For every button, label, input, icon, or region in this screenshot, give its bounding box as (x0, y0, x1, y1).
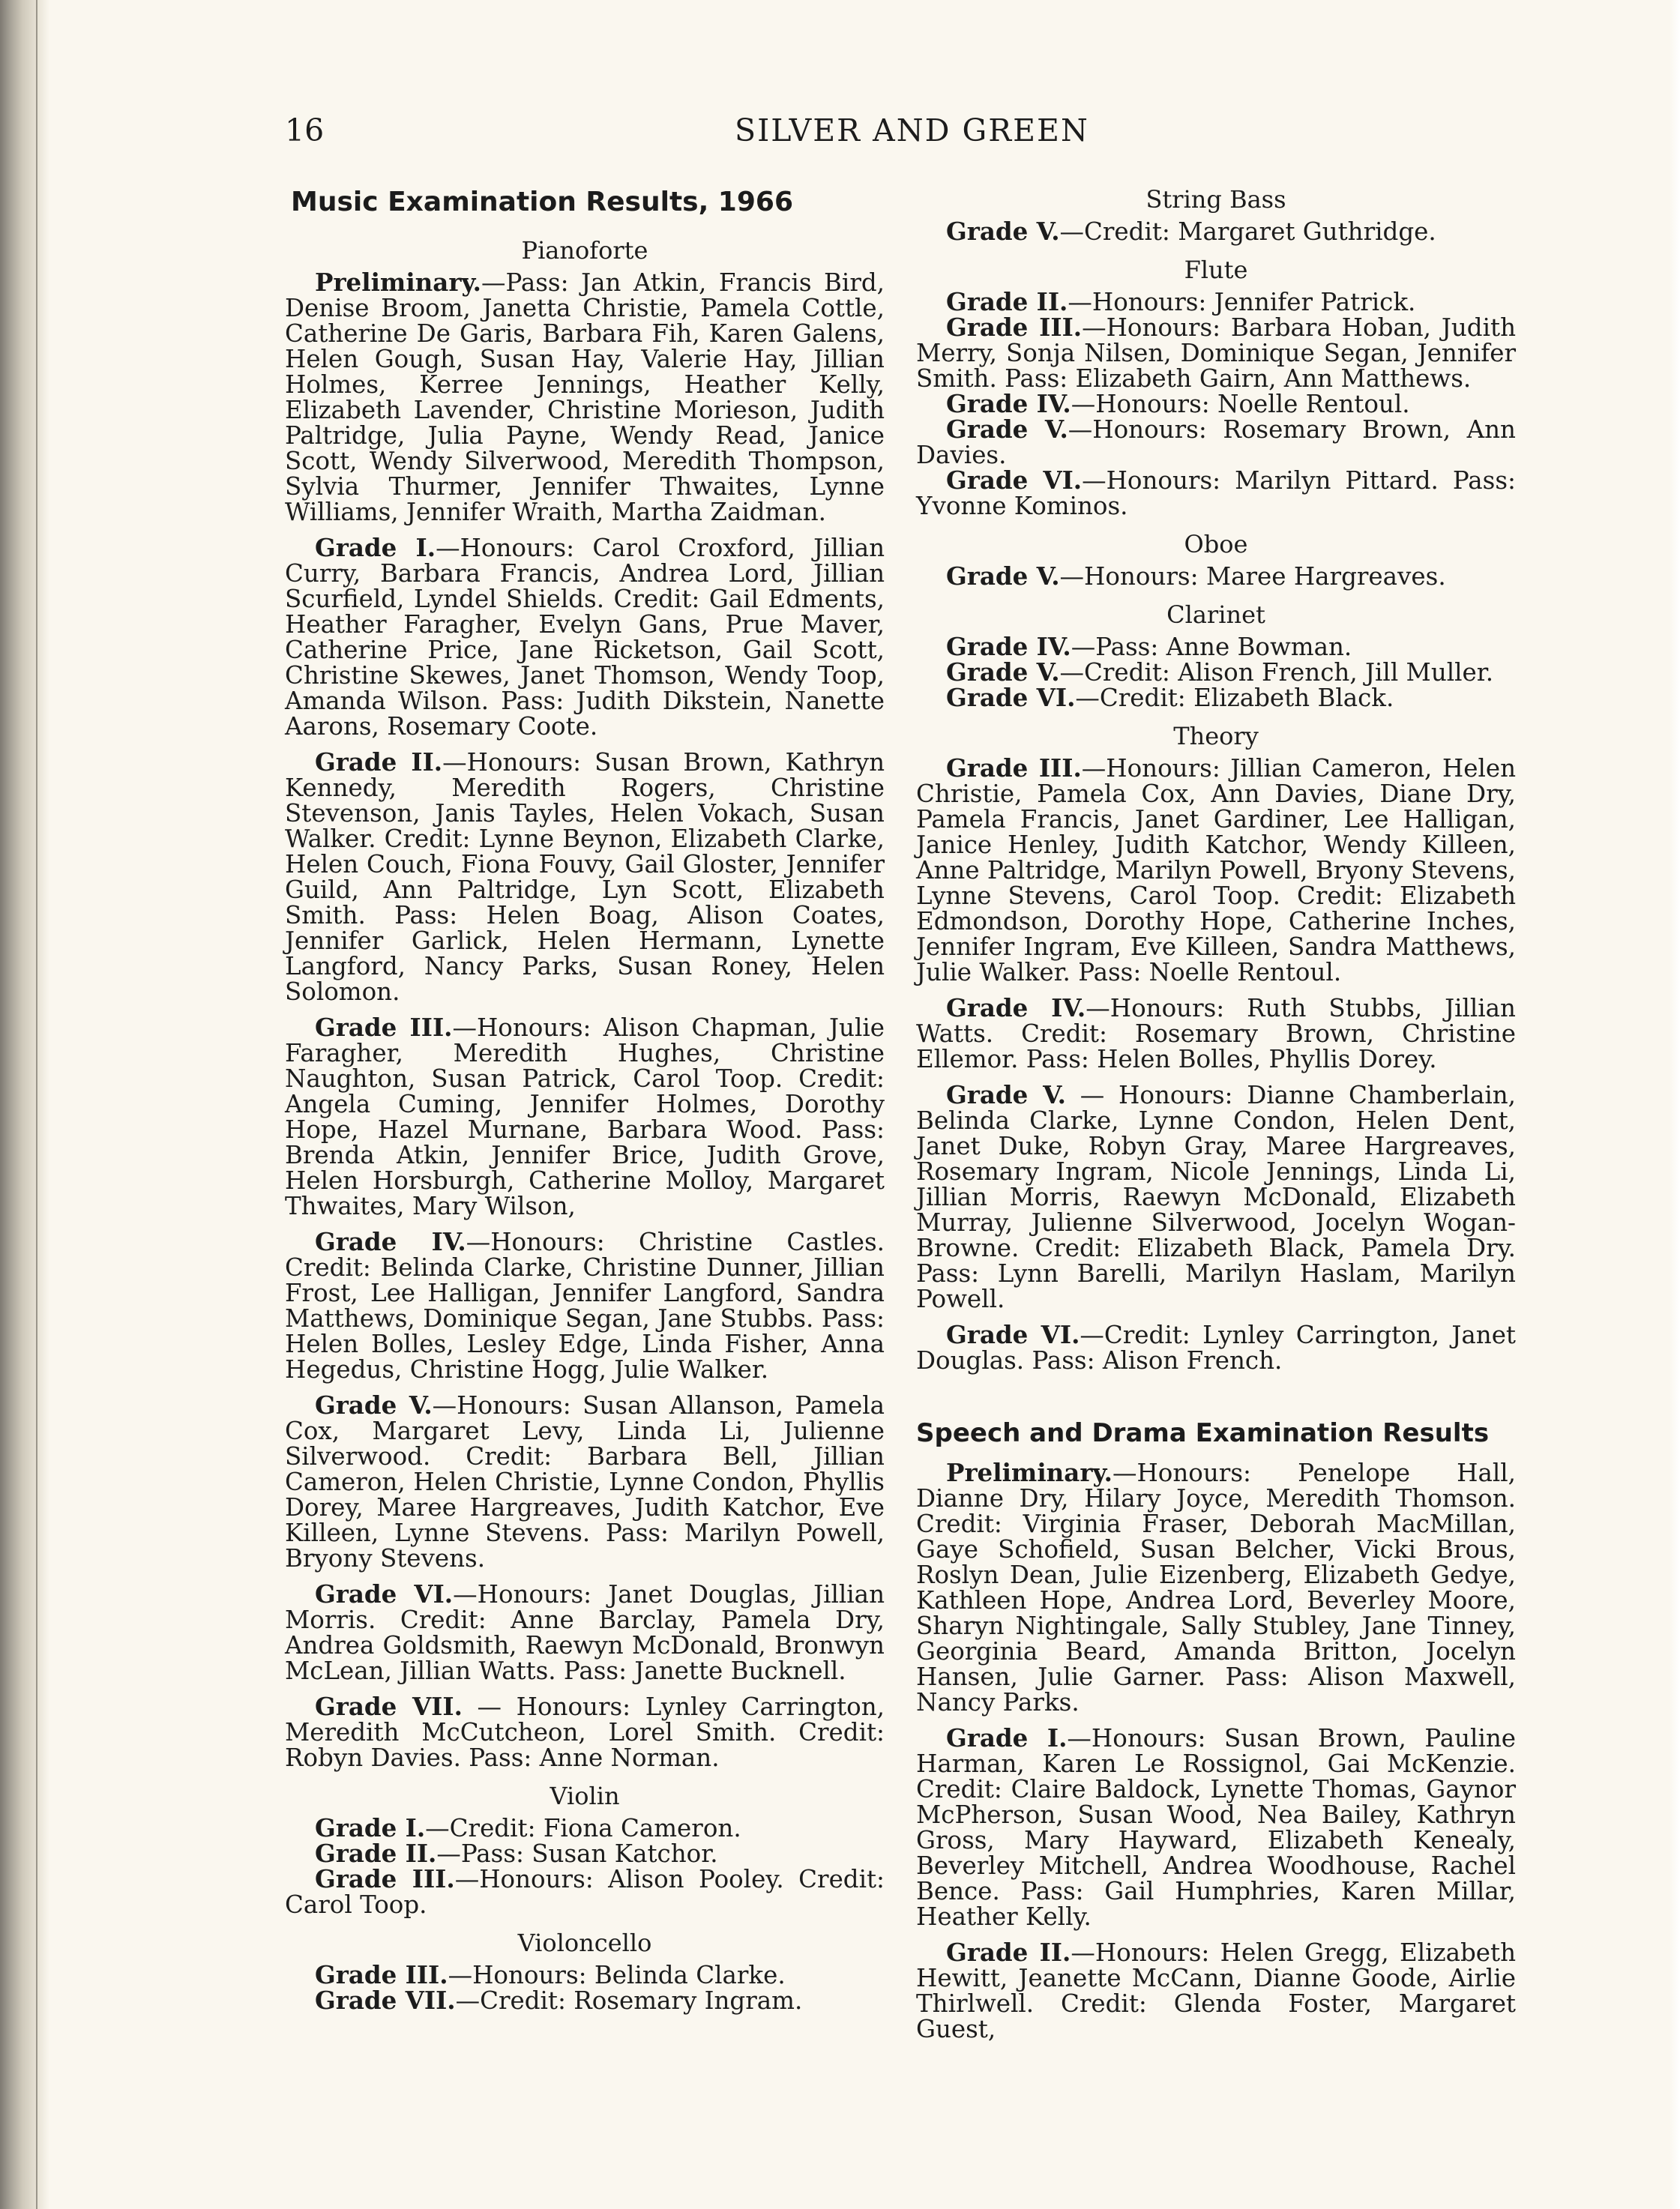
entry-label: Grade I. (315, 1813, 426, 1842)
entry-text: —Honours: Jillian Cameron, Helen Christie, Pamela Cox, Ann Davies, Diane Dry, Pamela Francis, Janet Gardiner, Lee Halligan, Janice Henley, Judith Katchor, Wendy Killeen, Anne Paltridge, Marilyn Powell, Bryony Stevens, Lynne Stevens, Carol Toop. Credit: Elizabeth Edmondson, Dorothy Hope, Catherine Inches, Jennifer Ingram, Eve Killeen, Sandra Matthews, Julie Walker. Pass: Noelle Rentoul. (916, 754, 1517, 986)
flute-grade-5 (916, 417, 1516, 468)
entry-label: Grade V. (946, 217, 1060, 246)
theory-heading: Theory (1173, 722, 1259, 750)
entry-label: Grade II. (315, 747, 443, 777)
entry-text: —Honours: Barbara Hoban, Judith Merry, Sonja Nilsen, Dominique Segan, Jennifer Smith. Pass: Elizabeth Gairn, Ann Matthews. (916, 313, 1517, 393)
entry-label: Grade V. (946, 415, 1068, 444)
string-bass-grade-5 (916, 219, 1516, 244)
violoncello-grade-7 (285, 1988, 885, 2013)
entry-label: Grade III. (315, 1960, 448, 1989)
entry-label: Grade IV. (315, 1227, 466, 1256)
entry-text: —Honours: Belinda Clarke. (448, 1961, 786, 1989)
entry-label: Grade V. (946, 657, 1060, 687)
entry-label: Grade V. (946, 1080, 1066, 1109)
violin-grade-1 (285, 1815, 885, 1841)
theory-grade-6 (916, 1322, 1516, 1373)
entry-text: —Credit: Elizabeth Black. (1075, 684, 1394, 712)
pianoforte-grade-4 (285, 1229, 885, 1382)
entry-text: —Credit: Fiona Cameron. (425, 1814, 741, 1842)
entry-label: Grade VI. (946, 465, 1083, 495)
entry-text: —Honours: Susan Brown, Kathryn Kennedy, Meredith Rogers, Christine Stevenson, Janis Tayles, Helen Vokach, Susan Walker. Credit: Lynne Beynon, Elizabeth Clarke, Helen Couch, Fiona Fouvy, Gail Gloster, Jennifer Guild, Ann Paltridge, Lyn Scott, Elizabeth Smith. Pass: Helen Boag, Alison Coates, Jennifer Garlick, Helen Hermann, Lynette Langford, Nancy Parks, Susan Roney, Helen Solomon. (285, 748, 885, 1006)
entry-text: —Honours: Alison Pooley. Credit: Carol Toop. (285, 1865, 885, 1919)
entry-label: Grade IV. (946, 993, 1086, 1022)
entry-label: Grade VI. (946, 683, 1076, 712)
entry-label: Grade III. (946, 313, 1083, 342)
flute-grade-2 (916, 289, 1516, 315)
entry-label: Preliminary. (946, 1458, 1113, 1487)
entry-text: —Honours: Carol Croxford, Jillian Curry, Barbara Francis, Andrea Lord, Jillian Scurfield, Lyndel Shields. Credit: Gail Edments, Heather Faragher, Evelyn Gans, Prue Maver, Catherine Price, Jane Ricketson, Gail Scott, Christine Skewes, Janet Thomson, Wendy Toop, Amanda Wilson. Pass: Judith Dikstein, Nanette Aarons, Rosemary Coote. (285, 534, 885, 741)
string-bass-heading: String Bass (1145, 185, 1286, 214)
page-number: 16 (285, 112, 325, 148)
violoncello-grade-3 (285, 1962, 885, 1988)
entry-label: Grade I. (946, 1723, 1068, 1753)
violoncello-heading: Violoncello (517, 1929, 652, 1957)
entry-text: —Honours: Marilyn Pittard. Pass: Yvonne Kominos. (916, 466, 1516, 520)
clarinet-heading: Clarinet (1166, 600, 1265, 629)
pianoforte-preliminary (285, 270, 885, 525)
entry-text: —Honours: Penelope Hall, Dianne Dry, Hilary Joyce, Meredith Thomson. Credit: Virginia Fraser, Deborah MacMillan, Gaye Schofield, Susan Belcher, Vicki Brous, Roslyn Dean, Julie Eizenberg, Elizabeth Gedye, Kathleen Hope, Andrea Lord, Beverley Moore, Sharyn Nightingale, Sally Stubley, Jane Tinney, Georginia Beard, Amanda Britton, Jocelyn Hansen, Julie Garner. Pass: Alison Maxwell, Nancy Parks. (916, 1459, 1516, 1717)
pianoforte-grade-7 (285, 1694, 885, 1770)
entry-label: Grade V. (315, 1390, 433, 1420)
entry-text: —Credit: Lynley Carrington, Janet Douglas. Pass: Alison French. (916, 1321, 1516, 1375)
pianoforte-grade-2 (285, 747, 885, 1006)
entry-text: —Credit: Alison French, Jill Muller. (1059, 658, 1494, 687)
entry-label: Preliminary. (315, 268, 481, 297)
entry-text: —Honours: Janet Douglas, Jillian Morris. Credit: Anne Barclay, Pamela Dry, Andrea Goldsmith, Raewyn McDonald, Bronwyn McLean, Jillian Watts. Pass: Janette Bucknell. (285, 1580, 885, 1685)
clarinet-grade-5 (916, 657, 1516, 687)
pianoforte-grade-5 (285, 1390, 885, 1573)
violin-heading: Violin (550, 1782, 620, 1810)
clarinet-grade-6 (916, 685, 1516, 711)
speech-preliminary (916, 1460, 1516, 1715)
left-column (285, 184, 885, 2013)
entry-text: — Honours: Dianne Chamberlain, Belinda Clarke, Lynne Condon, Helen Dent, Janet Duke, Robyn Gray, Maree Hargreaves, Rosemary Ingram, Nicole Jennings, Linda Li, Jillian Morris, Raewyn McDonald, Elizabeth Murray, Julienne Silverwood, Jocelyn Wogan-Browne. Credit: Elizabeth Black, Pamela Dry. Pass: Lynn Barelli, Marilyn Haslam, Marilyn Powell. (916, 1081, 1516, 1313)
entry-text: —Honours: Alison Chapman, Julie Faragher, Meredith Hughes, Christine Naughton, Susan Patrick, Carol Toop. Credit: Angela Cuming, Jennifer Holmes, Dorothy Hope, Hazel Murnane, Barbara Wood. Pass: Brenda Atkin, Jennifer Brice, Judith Grove, Helen Horsburgh, Catherine Molloy, Margaret Thwaites, Mary Wilson, (285, 1013, 885, 1220)
theory-grade-5 (916, 1082, 1516, 1312)
entry-text: —Credit: Rosemary Ingram. (455, 1986, 803, 2015)
entry-label: Grade IV. (946, 632, 1071, 661)
page-edge (1670, 0, 1680, 2209)
entry-label: Grade VII. (315, 1986, 456, 2015)
violin-grade-2 (285, 1841, 885, 1866)
pianoforte-grade-6 (285, 1579, 885, 1685)
entry-label: Grade I. (315, 533, 436, 562)
right-column (916, 184, 1516, 2052)
flute-grade-3 (916, 315, 1516, 391)
speech-grade-2 (916, 1940, 1516, 2042)
oboe-heading: Oboe (1184, 530, 1248, 558)
entry-text: —Pass: Susan Katchor. (436, 1839, 718, 1868)
pianoforte-grade-3 (285, 1015, 885, 1219)
running-title: SILVER AND GREEN (735, 112, 1089, 148)
theory-grade-4 (916, 995, 1516, 1072)
music-section-title: Music Examination Results, 1966 (291, 187, 793, 217)
speech-grade-1 (916, 1723, 1516, 1931)
entry-text: —Honours: Helen Gregg, Elizabeth Hewitt, Jeanette McCann, Dianne Goode, Airlie Thirlwell. Credit: Glenda Foster, Margaret Guest, (916, 1938, 1517, 2043)
entry-text: —Pass: Jan Atkin, Francis Bird, Denise Broom, Janetta Christie, Pamela Cottle, Catherine De Garis, Barbara Fih, Karen Galens, Helen Gough, Susan Hay, Valerie Hay, Jillian Holmes, Kerree Jennings, Heather Kelly, Elizabeth Lavender, Christine Morieson, Judith Paltridge, Julia Payne, Wendy Read, Janice Scott, Wendy Silverwood, Meredith Thompson, Sylvia Thurmer, Jennifer Thwaites, Lynne Williams, Jennifer Wraith, Martha Zaidman. (285, 268, 885, 526)
entry-label: Grade V. (946, 561, 1060, 591)
entry-text: —Honours: Ruth Stubbs, Jillian Watts. Credit: Rosemary Brown, Christine Ellemor. Pass: Helen Bolles, Phyllis Dorey. (916, 994, 1516, 1073)
oboe-grade-5 (916, 561, 1516, 591)
clarinet-grade-4 (916, 634, 1516, 660)
flute-grade-6 (916, 465, 1516, 520)
theory-grade-3 (916, 753, 1517, 986)
entry-text: —Honours: Christine Castles. Credit: Belinda Clarke, Christine Dunner, Jillian Frost, Lee Halligan, Jennifer Langford, Sandra Matthews, Dominique Segan, Jane Stubbs. Pass: Helen Bolles, Lesley Edge, Linda Fisher, Anna Hegedus, Christine Hogg, Julie Walker. (285, 1228, 885, 1384)
entry-label: Grade III. (946, 753, 1082, 783)
binding-edge (0, 0, 49, 2209)
entry-label: Grade III. (315, 1013, 453, 1042)
entry-label: Grade II. (946, 1938, 1071, 1967)
entry-label: Grade II. (315, 1839, 437, 1868)
entry-label: Grade III. (315, 1864, 455, 1893)
pianoforte-heading: Pianoforte (521, 236, 648, 265)
violin-grade-3 (285, 1866, 885, 1917)
entry-label: Grade VI. (946, 1320, 1080, 1349)
entry-text: —Honours: Noelle Rentoul. (1071, 390, 1410, 418)
flute-heading: Flute (1184, 256, 1248, 284)
binding-line (36, 0, 37, 2209)
entry-label: Grade VI. (315, 1579, 454, 1609)
entry-text: —Credit: Margaret Guthridge. (1059, 217, 1436, 246)
entry-text: —Honours: Rosemary Brown, Ann Davies. (916, 415, 1516, 469)
pianoforte-grade-1 (285, 535, 885, 739)
entry-text: —Honours: Maree Hargreaves. (1059, 562, 1446, 591)
entry-label: Grade IV. (946, 389, 1071, 418)
entry-label: Grade II. (946, 287, 1068, 316)
entry-text: —Pass: Anne Bowman. (1071, 633, 1352, 661)
flute-grade-4 (916, 391, 1516, 417)
entry-label: Grade VII. (315, 1692, 463, 1721)
page-header (285, 112, 1559, 157)
entry-text: —Honours: Jennifer Patrick. (1068, 288, 1416, 316)
entry-text: —Honours: Susan Allanson, Pamela Cox, Margaret Levy, Linda Li, Julienne Silverwood. Credit: Barbara Bell, Jillian Cameron, Helen Christie, Lynne Condon, Phyllis Dorey, Maree Hargreaves, Judith Katchor, Eve Killeen, Lynne Stevens. Pass: Marilyn Powell, Bryony Stevens. (285, 1391, 885, 1573)
entry-text: —Honours: Susan Brown, Pauline Harman, Karen Le Rossignol, Gai McKenzie. Credit: Claire Baldock, Lynette Thomas, Gaynor McPherson, Susan Wood, Nea Bailey, Kathryn Gross, Mary Hayward, Elizabeth Kenealy, Beverley Mitchell, Andrea Woodhouse, Rachel Bence. Pass: Gail Humphries, Karen Millar, Heather Kelly. (916, 1724, 1516, 1931)
speech-section-title: Speech and Drama Examination Results (916, 1418, 1490, 1448)
entry-text: — Honours: Lynley Carrington, Meredith McCutcheon, Lorel Smith. Credit: Robyn Davies. Pass: Anne Norman. (285, 1693, 885, 1772)
